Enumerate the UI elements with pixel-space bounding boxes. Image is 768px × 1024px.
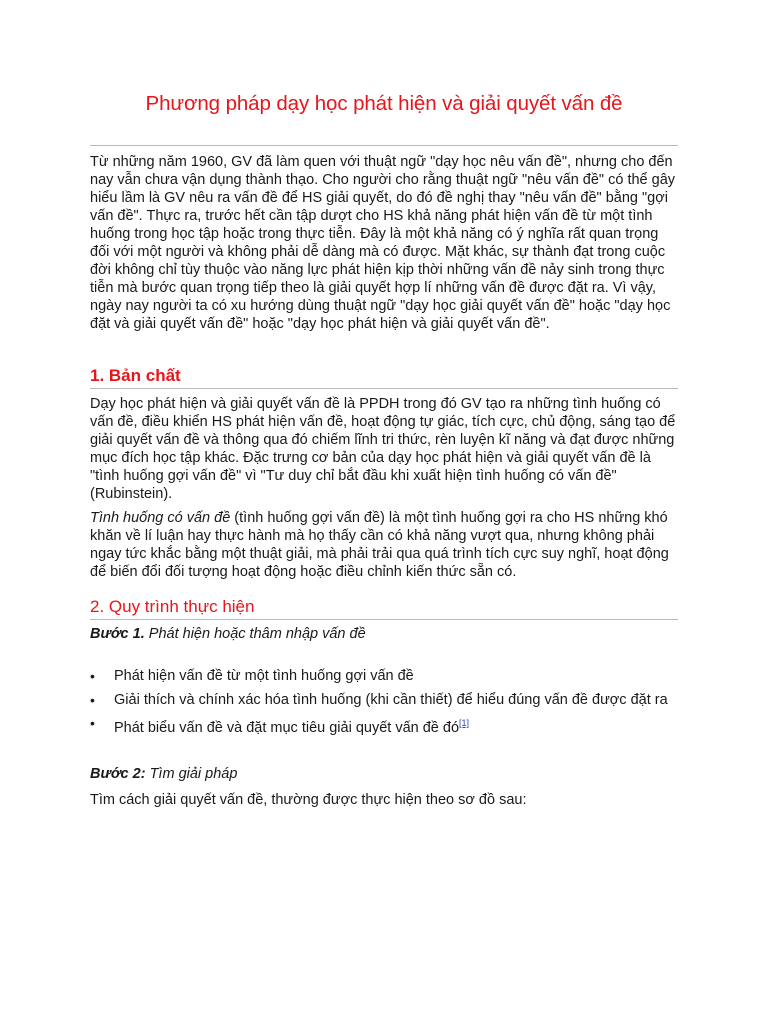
closing-paragraph: Tìm cách giải quyết vấn đề, thường được thực hiện theo sơ đồ sau:: [90, 792, 527, 808]
step-1-line: [90, 626, 678, 642]
section1-paragraph-2-text: (tình huống gợi vấn đề) là một tình huống gợi ra cho HS những khó khăn về lí luận hay thực hành mà họ thấy cần có khả năng vượt qua, nhưng không phải ngay tức khắc bằng một thuật giải, mà phải trải qua quá trình tích cực suy nghĩ, hoạt động để biến đổi đối tượng hoạt động hoặc điều chỉnh kiến thức sẵn có.: [90, 510, 669, 580]
section-heading-quy-trinh: 2. Quy trình thực hiện: [90, 597, 678, 620]
title-divider: [90, 145, 678, 146]
step-1-label: Bước 1.: [90, 626, 145, 642]
section1-paragraph-1: Dạy học phát hiện và giải quyết vấn đề là PPDH trong đó GV tạo ra những tình huống có vấn đề, điều khiển HS phát hiện vấn đề, hoạt động tự giác, tích cực, chủ động, sáng tạo để giải quyết vấn đề và thông qua đó chiếm lĩnh tri thức, rèn luyện kĩ năng và đạt được những mục đích học tập khác. Đặc trưng cơ bản của dạy học phát hiện và giải quyết vấn đề là "tình huống gợi vấn đề" vì "Tư duy chỉ bắt đầu khi xuất hiện tình huống có vấn đề" (Rubinstein).: [90, 396, 676, 502]
footnote-ref-link[interactable]: [1]: [459, 718, 470, 728]
step-2-label: Bước 2:: [90, 766, 146, 782]
list-item: • Phát biểu vấn đề và đặt mục tiêu giải quyết vấn đề đó[1]: [90, 712, 678, 740]
section1-paragraph-2: [90, 509, 678, 581]
list-item: • Giải thích và chính xác hóa tình huống (khi cần thiết) để hiểu đúng vấn đề được đặt ra: [90, 689, 678, 713]
term-tinh-huong-co-van-de: Tình huống có vấn đề: [90, 510, 231, 526]
step-2-line: [90, 766, 678, 782]
list-item: • Phát hiện vấn đề từ một tình huống gợi vấn đề: [90, 665, 678, 689]
section-heading-ban-chat: 1. Bản chất: [90, 366, 678, 389]
intro-paragraph: Từ những năm 1960, GV đã làm quen với thuật ngữ "dạy học nêu vấn đề", nhưng cho đến nay vẫn chưa vận dụng thành thạo. Cho người cho rằng thuật ngữ "nêu vấn đề" có thể gây hiểu lầm là GV nêu ra vấn đề để HS giải quyết, do đó đề nghị thay "nêu vấn đề" bằng "gợi vấn đề". Thực ra, trước hết cần tập dượt cho HS khả năng phát hiện vấn đề từ một tình huống trong học tập hoặc trong thực tiễn. Đây là một khả năng có ý nghĩa rất quan trọng đối với một người và không phải dễ dàng mà có được. Mặt khác, sự thành đạt trong cuộc đời không chỉ tùy thuộc vào năng lực phát hiện kịp thời những vấn đề nảy sinh trong thực tiễn mà bước quan trọng tiếp theo là giải quyết hợp lí những vấn đề được đặt ra. Vì vậy, ngày nay người ta có xu hướng dùng thuật ngữ "dạy học giải quyết vấn đề" hoặc "dạy học đặt và giải quyết vấn đề" hoặc "dạy học phát hiện và giải quyết vấn đề".: [90, 154, 676, 332]
document-title: Phương pháp dạy học phát hiện và giải quyết vấn đề: [145, 92, 623, 115]
step-1-text: Phát hiện hoặc thâm nhập vấn đề: [144, 626, 366, 642]
step-2-text: Tìm giải pháp: [145, 766, 238, 782]
step-1-bullet-list: [90, 665, 678, 740]
